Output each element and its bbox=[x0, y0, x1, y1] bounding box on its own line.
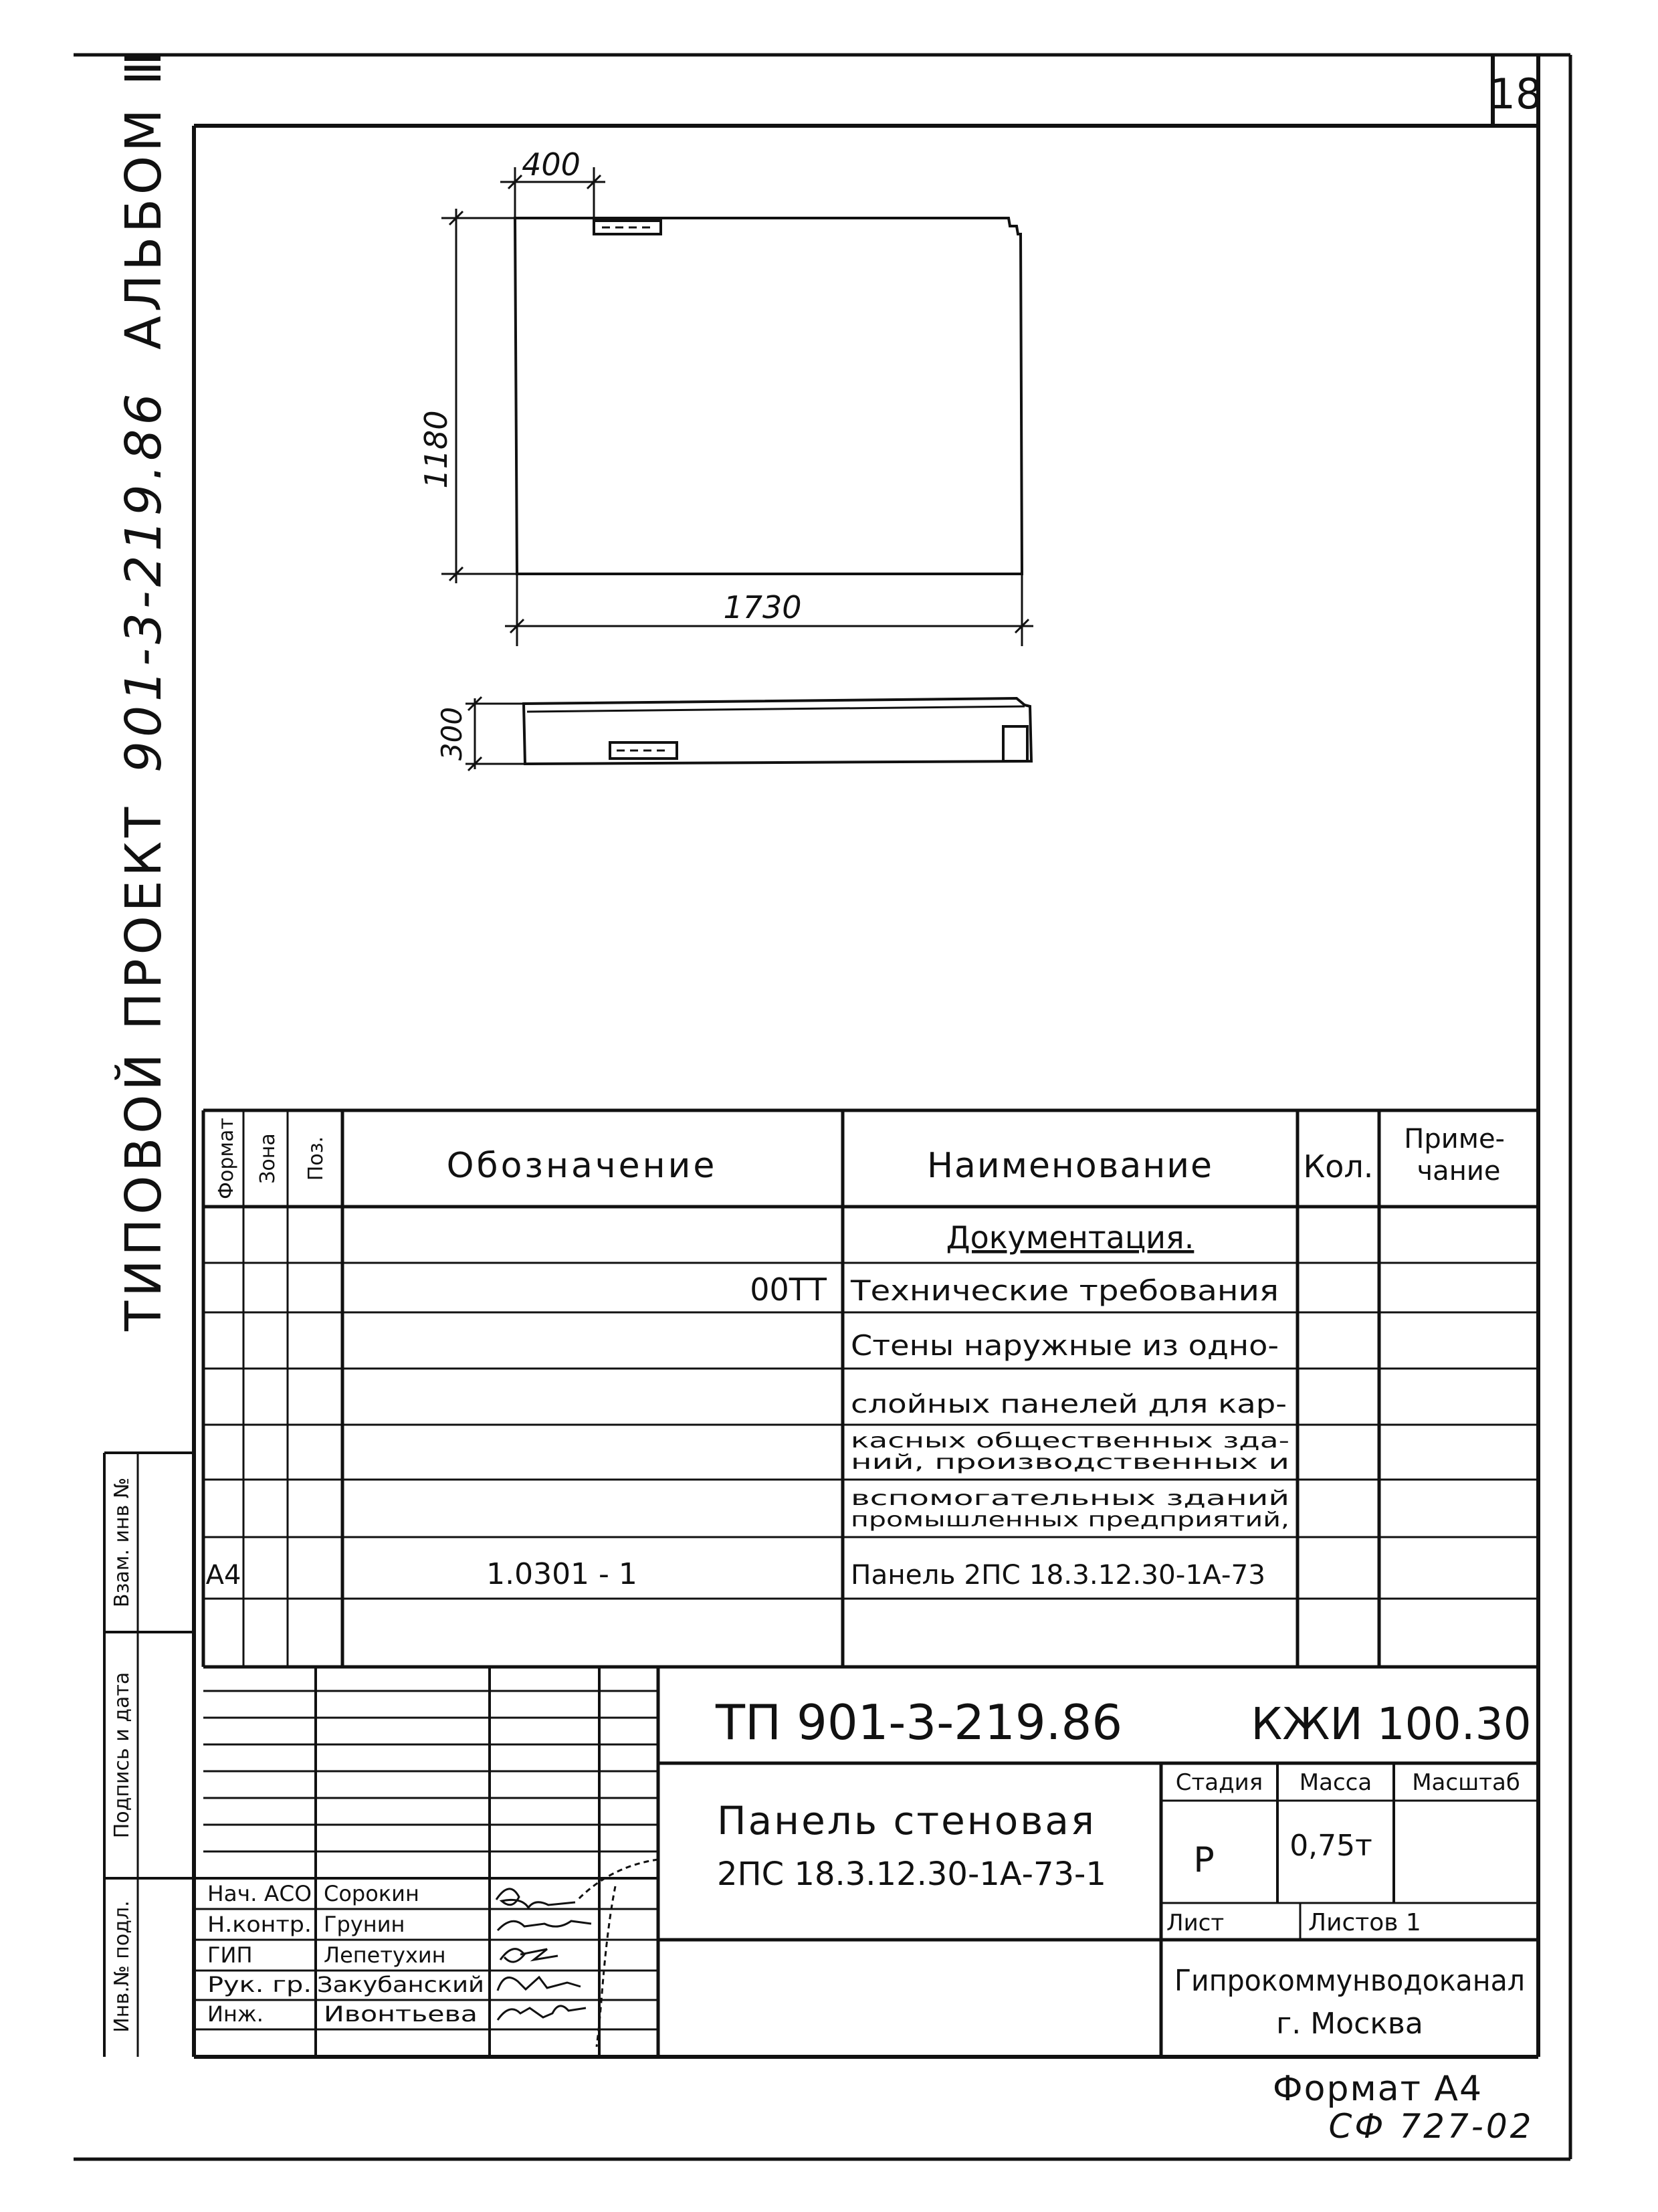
sheet-label: Лист bbox=[1166, 1910, 1225, 1936]
header-note: Приме- чание bbox=[1404, 1124, 1505, 1187]
dimension-height bbox=[418, 209, 517, 583]
row-name: Технические требования bbox=[849, 1274, 1279, 1307]
svg-text:ТИПОВОЙ ПРОЕКТ 901-3-2 bbox=[114, 47, 173, 1332]
mass-value: 0,75т bbox=[1289, 1829, 1372, 1863]
staff-role: Н.контр. bbox=[207, 1912, 312, 1937]
header-name: Наименование bbox=[926, 1146, 1214, 1186]
staff-role: ГИП bbox=[207, 1942, 253, 1968]
dimension-length bbox=[505, 574, 1033, 646]
side-title bbox=[114, 47, 173, 1332]
row-designation: 1.0301 - 1 bbox=[486, 1557, 637, 1591]
organization-city: г. Москва bbox=[1276, 2007, 1423, 2041]
scale-label: Масштаб bbox=[1412, 1769, 1520, 1796]
row-designation: 00ТТ bbox=[750, 1272, 827, 1308]
staff-name: Лепетухин bbox=[324, 1942, 446, 1968]
spec-table-header bbox=[215, 1118, 1514, 1199]
staff-name: Закубанский bbox=[317, 1972, 484, 1997]
staff-name: Грунин bbox=[324, 1912, 405, 1937]
signatures bbox=[496, 1859, 658, 2047]
mass-label: Масса bbox=[1299, 1769, 1372, 1796]
stage-label: Стадия bbox=[1175, 1769, 1263, 1796]
dim-thickness-label: 300 bbox=[435, 706, 468, 761]
staff-name: Ивонтьева bbox=[324, 2001, 478, 2027]
stage-value: Р bbox=[1193, 1840, 1215, 1880]
dimension-top bbox=[500, 146, 605, 221]
row-format: А4 bbox=[205, 1560, 241, 1591]
stamp-inv-original: Инв.№ подл. bbox=[110, 1900, 134, 2033]
project-code: ТП 901-3-219.86 bbox=[716, 1694, 1123, 1750]
staff-name: Сорокин bbox=[324, 1881, 419, 1906]
staff-role: Нач. АСО bbox=[207, 1881, 312, 1906]
archive-code: СФ 727-02 bbox=[1328, 2107, 1534, 2146]
row-name: ний, производственных и bbox=[851, 1451, 1289, 1474]
row-name: промышленных предприятий, bbox=[851, 1508, 1289, 1532]
staff-role: Рук. гр. bbox=[207, 1972, 312, 1997]
row-name: Панель 2ПС 18.3.12.30-1А-73 bbox=[851, 1560, 1265, 1591]
header-pos: Поз. bbox=[304, 1136, 328, 1181]
staff-table bbox=[207, 1881, 484, 2027]
item-name-2: 2ПС 18.3.12.30-1А-73-1 bbox=[717, 1855, 1106, 1893]
stamp-replace-inv: Взам. инв № bbox=[110, 1477, 134, 1608]
row-name: Стены наружные из одно- bbox=[851, 1329, 1279, 1362]
sheets-label: Листов 1 bbox=[1308, 1909, 1421, 1936]
header-zone: Зона bbox=[256, 1133, 280, 1184]
dim-height-label: 1180 bbox=[418, 410, 454, 489]
project-code-line bbox=[715, 1694, 1122, 1750]
panel-side-view bbox=[524, 698, 1031, 764]
row-name: слойных панелей для кар- bbox=[851, 1389, 1287, 1419]
title-block-text bbox=[715, 1694, 1532, 2041]
dim-length-label: 1730 bbox=[723, 589, 802, 625]
side-title-prefix: ТИПОВОЙ ПРОЕКТ bbox=[115, 803, 173, 1331]
panel-front-view bbox=[515, 218, 1022, 574]
side-title-album: АЛЬБОМ Ⅲ bbox=[115, 47, 173, 350]
page-number: 18 bbox=[1489, 70, 1542, 118]
side-stamps bbox=[104, 1453, 194, 2057]
dim-top-label: 400 bbox=[522, 146, 581, 183]
row-name: Документация. bbox=[946, 1219, 1195, 1255]
header-designation: Обозначение bbox=[446, 1146, 718, 1186]
dimension-thickness bbox=[435, 697, 525, 771]
spec-rows bbox=[206, 1219, 1289, 1591]
format-label: Формат А4 bbox=[1272, 2069, 1483, 2109]
side-title-number: 901-3-219.86 bbox=[115, 389, 173, 773]
organization-name: Гипрокоммунводоканал bbox=[1174, 1964, 1525, 1998]
row-name: вспомогательных зданий bbox=[851, 1487, 1289, 1510]
stamp-signature-date: Подпись и дата bbox=[110, 1672, 134, 1839]
staff-role: Инж. bbox=[207, 2001, 264, 2027]
item-name-1: Панель стеновая bbox=[717, 1798, 1096, 1843]
doc-code: КЖИ 100.30 bbox=[1251, 1698, 1532, 1750]
header-format: Формат bbox=[215, 1118, 238, 1199]
row-name: касных общественных зда- bbox=[851, 1429, 1289, 1453]
header-qty: Кол. bbox=[1303, 1148, 1374, 1185]
